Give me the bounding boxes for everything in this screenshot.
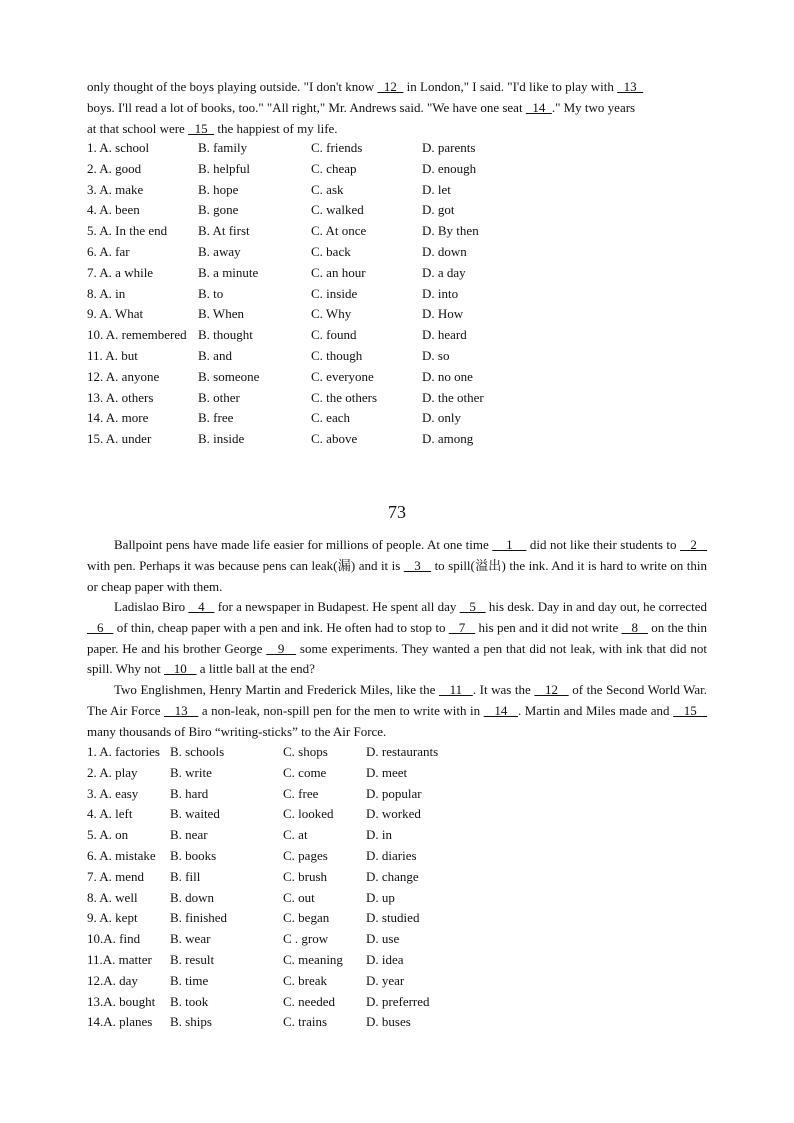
option-c: C. everyone — [311, 368, 374, 384]
option-a: 4. A. left — [87, 806, 133, 822]
option-b: B. someone — [198, 368, 260, 384]
option-d: D. got — [422, 202, 455, 218]
text: . It was the — [472, 682, 535, 697]
text: some experiments. They wanted a pen that did not leak, with ink that did not spill. Why not — [87, 640, 708, 677]
blank-5: 5 — [459, 599, 486, 614]
option-b: B. ships — [170, 1014, 212, 1030]
option-b: B. When — [198, 306, 244, 322]
option-b: B. helpful — [198, 160, 250, 176]
option-b: B. down — [170, 889, 215, 905]
option-c: C. began — [283, 910, 330, 926]
option-d: D. change — [366, 868, 419, 884]
blank-11: 11 — [438, 682, 473, 697]
blank-4: 4 — [188, 599, 215, 614]
blank-8: 8 — [621, 619, 648, 635]
text: on the thin paper. He and his brother George — [87, 619, 708, 656]
blank-13: 13 — [617, 79, 644, 94]
text: of thin, cheap paper with a pen and ink. He often had to stop to — [113, 619, 449, 635]
blank-10: 10 — [164, 661, 197, 677]
option-c: C. break — [283, 972, 328, 988]
option-b: B. books — [170, 848, 217, 863]
option-a: 14. A. more — [87, 410, 149, 426]
option-a: 12. A. anyone — [87, 368, 160, 384]
option-c: C . grow — [283, 931, 329, 947]
option-d: D. a day — [422, 264, 466, 280]
text: of the Second World War. The Air Force — [87, 682, 708, 718]
option-c: C. ask — [311, 181, 344, 197]
blank-14: 14 — [525, 100, 552, 115]
option-a: 6. A. far — [87, 244, 130, 259]
option-a: 4. A. been — [87, 202, 140, 218]
text: a little ball at the end? — [196, 661, 315, 677]
option-a: 8. A. in — [87, 285, 126, 301]
text: did not like their students to — [526, 537, 680, 552]
option-d: D. heard — [422, 327, 467, 343]
option-c: C. shops — [283, 744, 328, 759]
blank-15: 15 — [188, 121, 215, 136]
passage72-line2 — [87, 98, 707, 119]
passage73-paragraph-2 — [87, 597, 707, 680]
option-d: D. up — [366, 889, 395, 905]
option-b: B. inside — [198, 431, 245, 447]
option-d: D. meet — [366, 764, 408, 780]
text: Ballpoint pens have made life easier for millions of people. At one time — [114, 537, 493, 552]
option-c: C. an hour — [311, 264, 366, 280]
text: at that school were — [87, 121, 189, 136]
option-c: C. walked — [311, 202, 364, 218]
option-c: C. each — [311, 410, 350, 426]
blank-2: 2 — [679, 537, 708, 552]
text: . Martin and Miles made and — [517, 702, 674, 718]
option-a: 7. A. mend — [87, 868, 145, 884]
option-b: B. a minute — [198, 264, 259, 280]
option-a: 5. A. on — [87, 827, 129, 843]
option-a: 10.A. find — [87, 931, 141, 947]
option-c: C. friends — [311, 140, 363, 155]
option-d: D. How — [422, 306, 464, 322]
option-a: 7. A. a while — [87, 264, 154, 280]
option-a: 9. A. What — [87, 306, 144, 322]
text: his pen and it did not write — [475, 619, 622, 635]
option-b: B. near — [170, 827, 208, 843]
option-d: D. into — [422, 285, 459, 301]
option-d: D. year — [366, 972, 405, 988]
option-a: 3. A. make — [87, 181, 144, 197]
option-c: C. the others — [311, 389, 378, 405]
passage72-line3 — [87, 119, 707, 140]
option-c: C. though — [311, 348, 363, 363]
option-b: B. At first — [198, 223, 250, 239]
option-b: B. thought — [198, 327, 253, 343]
option-a: 15. A. under — [87, 431, 152, 447]
option-c: C. pages — [283, 848, 328, 863]
text: a non-leak, non-spill pen for the men to write with in — [198, 702, 484, 718]
option-d: D. preferred — [366, 993, 430, 1009]
text: to spill(溢出) the ink. And it is hard to write on thin or cheap paper with them. — [87, 557, 707, 594]
option-d: D. parents — [422, 140, 476, 155]
option-d: D. in — [366, 827, 392, 843]
option-c: C. free — [283, 785, 319, 801]
option-d: D. idea — [366, 952, 404, 967]
text: only thought of the boys playing outside. "I don't know — [87, 79, 378, 94]
option-a: 11.A. matter — [87, 952, 152, 967]
option-a: 2. A. play — [87, 764, 138, 780]
blank-13: 13 — [164, 702, 199, 718]
blank-7: 7 — [448, 619, 476, 635]
option-c: C. come — [283, 764, 327, 780]
option-a: 2. A. good — [87, 160, 142, 176]
text: for a newspaper in Budapest. He spent all day — [214, 599, 460, 614]
option-a: 1. A. factories — [87, 744, 160, 759]
option-d: D. no one — [422, 368, 473, 384]
option-b: B. fill — [170, 868, 201, 884]
option-b: B. family — [198, 140, 248, 155]
option-a: 11. A. but — [87, 348, 138, 363]
option-c: C. out — [283, 889, 315, 905]
option-d: D. popular — [366, 785, 422, 801]
option-d: D. diaries — [366, 848, 417, 863]
option-c: C. at — [283, 827, 308, 843]
option-d: D. studied — [366, 910, 420, 926]
blank-15: 15 — [673, 702, 708, 718]
passage73-paragraph-3 — [87, 680, 707, 742]
text: with pen. Perhaps it was because pens can leak(漏) and it is — [87, 557, 404, 573]
option-d: D. down — [422, 244, 467, 259]
option-a: 5. A. In the end — [87, 223, 168, 239]
option-d: D. restaurants — [366, 744, 439, 759]
blank-12: 12 — [377, 79, 404, 94]
option-d: D. enough — [422, 160, 477, 176]
option-d: D. among — [422, 431, 474, 447]
option-d: D. By then — [422, 223, 479, 239]
text: in London," I said. "I'd like to play with — [403, 79, 618, 94]
option-d: D. let — [422, 181, 451, 197]
option-b: B. wear — [170, 931, 211, 947]
option-d: D. so — [422, 348, 450, 363]
text: many thousands of Biro “writing-sticks” to the Air Force. — [87, 723, 387, 739]
option-b: B. other — [198, 389, 240, 405]
option-a: 6. A. mistake — [87, 848, 156, 863]
option-b: B. result — [170, 952, 215, 967]
option-b: B. gone — [198, 202, 239, 218]
text: the happiest of my life. — [214, 121, 338, 136]
option-b: B. time — [170, 972, 209, 988]
blank-6: 6 — [87, 619, 114, 635]
option-d: D. only — [422, 410, 461, 426]
text: Two Englishmen, Henry Martin and Frederick Miles, like the — [114, 682, 439, 697]
option-c: C. back — [311, 244, 351, 259]
text: Ladislao Biro — [114, 599, 189, 614]
option-d: D. use — [366, 931, 400, 947]
blank-12: 12 — [534, 682, 569, 697]
option-b: B. to — [198, 285, 224, 301]
option-b: B. free — [198, 410, 234, 426]
option-b: B. took — [170, 993, 209, 1009]
option-c: C. At once — [311, 223, 367, 239]
blank-9: 9 — [266, 640, 297, 656]
option-c: C. looked — [283, 806, 334, 822]
option-a: 14.A. planes — [87, 1014, 153, 1030]
blank-1: 1 — [492, 537, 527, 552]
text: boys. I'll read a lot of books, too." "All right," Mr. Andrews said. "We have one seat — [87, 100, 526, 115]
option-d: D. buses — [366, 1014, 411, 1030]
blank-14: 14 — [483, 702, 518, 718]
option-c: C. Why — [311, 306, 352, 322]
option-a: 1. A. school — [87, 140, 150, 155]
passage73-paragraph-1 — [87, 535, 707, 597]
option-c: C. trains — [283, 1014, 328, 1030]
option-a: 10. A. remembered — [87, 327, 187, 343]
option-b: B. waited — [170, 806, 220, 822]
option-c: C. found — [311, 327, 357, 343]
option-b: B. schools — [170, 744, 225, 759]
option-b: B. and — [198, 348, 232, 363]
option-a: 13.A. bought — [87, 993, 156, 1009]
option-c: C. inside — [311, 285, 358, 301]
passage72-line1 — [87, 77, 707, 98]
option-a: 9. A. kept — [87, 910, 138, 926]
text: his desk. Day in and day out, he corrected — [485, 599, 708, 614]
option-b: B. hard — [170, 785, 209, 801]
text: ." My two years — [551, 100, 636, 115]
option-c: C. cheap — [311, 160, 357, 176]
option-a: 12.A. day — [87, 972, 138, 988]
option-c: C. brush — [283, 868, 328, 884]
option-b: B. write — [170, 764, 212, 780]
option-a: 13. A. others — [87, 389, 154, 405]
option-c: C. meaning — [283, 952, 343, 967]
option-b: B. finished — [170, 910, 228, 926]
option-c: C. above — [311, 431, 358, 447]
option-d: D. worked — [366, 806, 421, 822]
option-d: D. the other — [422, 389, 484, 405]
section-number: 73 — [388, 502, 406, 522]
option-a: 3. A. easy — [87, 785, 139, 801]
option-b: B. hope — [198, 181, 239, 197]
option-b: B. away — [198, 244, 241, 259]
option-c: C. needed — [283, 993, 335, 1009]
option-a: 8. A. well — [87, 889, 138, 905]
blank-3: 3 — [403, 557, 432, 573]
